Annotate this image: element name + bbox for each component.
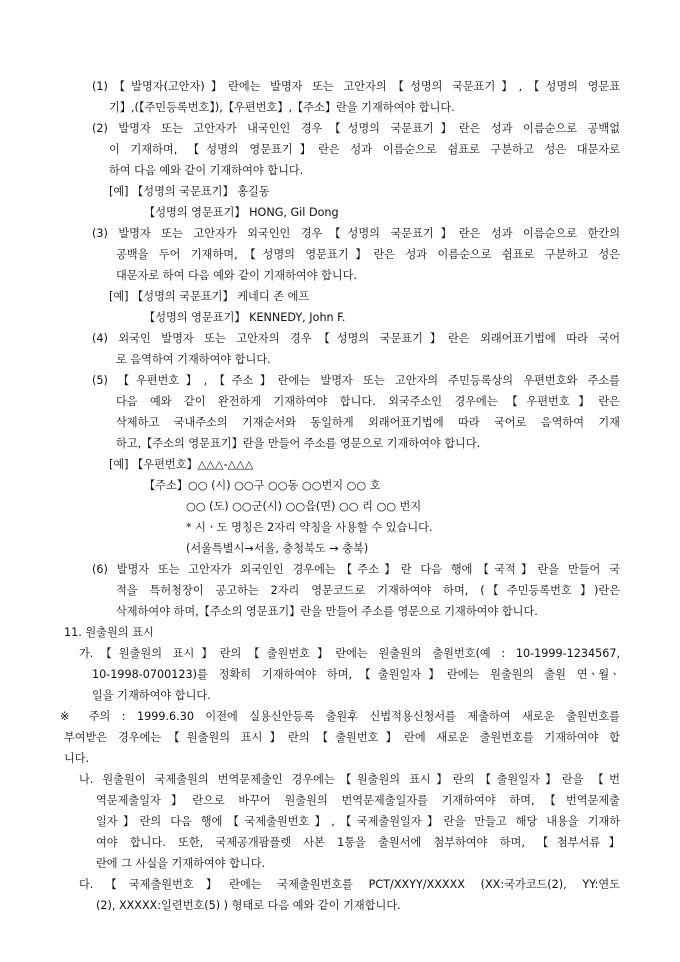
text-line: 11. 원출원의 표시 bbox=[64, 626, 154, 639]
text-line: 10-1998-0700123)를 정확히 기재하여야 하며,【출원일자】란에는 원출원의 출원 연ㆍ월ㆍ bbox=[92, 668, 620, 681]
text-line: 이 기재하며, 【성명의 영문표기】란은 성과 이름순으로 쉼표로 구분하고 성은 대문자로 bbox=[109, 143, 620, 156]
text-line: 가.【원출원의 표시】란의【출원번호】란에는 원출원의 출원번호(예 : 10-1999-1234567, bbox=[79, 647, 620, 660]
text-line: 하여 다음 예와 같이 기재하여야 합니다. bbox=[109, 164, 304, 177]
text-line: 하고,【주소의 영문표기】란을 만들어 주소를 영문으로 기재하여야 합니다. bbox=[116, 437, 481, 450]
text-line: * 시ㆍ도 명칭은 2자리 약칭을 사용할 수 있습니다. bbox=[186, 521, 433, 534]
text-line: 다음 예와 같이 완전하게 기재하여야 합니다. 외국주소인 경우에는【우편번호】란은 bbox=[116, 395, 620, 408]
text-line: ※ 주의 : 1999.6.30 이전에 실용신안등록 출원후 신법적용신청서를 제출하여 새로운 출원번호를 bbox=[60, 710, 620, 723]
text-line: (5) 【우편번호】,【주소】란에는 발명자 또는 고안자의 주민등록상의 우편번호와 주소를 bbox=[92, 374, 620, 387]
text-line: 【성명의 영문표기】 KENNEDY, John F. bbox=[144, 311, 346, 324]
text-line: [예] 【성명의 국문표기】 케네디 존 에프 bbox=[109, 290, 310, 303]
text-line: (3) 발명자 또는 고안자가 외국인인 경우【성명의 국문표기】란은 성과 이름순으로 한칸의 bbox=[92, 227, 620, 240]
text-line: 부여받은 경우에는【원출원의 표시】란의【출원번호】란에 새로운 출원번호를 기재하여야 합 bbox=[64, 731, 620, 744]
text-line: 란에 그 사실을 기재하여야 합니다. bbox=[96, 857, 266, 870]
text-line: 일자】란의 다음 행에【국제출원번호】,【국제출원일자】란을 만들고 해당 내용을 기재하 bbox=[96, 815, 620, 828]
text-line: 적을 특허청장이 공고하는 2자리 영문코드로 기재하여야 하며, (【주민등록번호】)란은 bbox=[116, 584, 620, 597]
text-line: 로 음역하여 기재하여야 합니다. bbox=[116, 353, 271, 366]
text-line: 다.【국제출원번호】란에는 국제출원번호를 PCT/XXYY/XXXXX (XX:국가코드(2), YY:연도 bbox=[79, 878, 620, 891]
text-line: 공백을 두어 기재하며,【성명의 영문표기】란은 성과 이름순으로 쉼표로 구분하고 성은 bbox=[116, 248, 620, 261]
text-line: (1)【발명자(고안자)】란에는 발명자 또는 고안자의【성명의 국문표기】,【성명의 영문표 bbox=[92, 80, 620, 93]
text-line: 기】,(【주민등록번호】),【우편번호】,【주소】란을 기재하여야 합니다. bbox=[109, 101, 455, 114]
text-line: 【성명의 영문표기】 HONG, Gil Dong bbox=[144, 206, 339, 219]
text-line: 역문제출일자】란으로 바꾸어 원출원의 번역문제출일자를 기재하여야 하며,【번역문제출 bbox=[96, 794, 620, 807]
text-line: [예] 【우편번호】△△△-△△△ bbox=[109, 458, 254, 471]
text-line: 여야 합니다. 또한, 국제공개팜플렛 사본 1통을 출원서에 첨부하여야 하며, 【첨부서류】 bbox=[96, 836, 620, 849]
text-line: (6) 발명자 또는 고안자가 외국인인 경우에는【주소】란 다음 행에【국적】란을 만들어 국 bbox=[92, 563, 620, 576]
text-line: 나. 원출원이 국제출원의 번역문제출인 경우에는【원출원의 표시】란의【출원일자】란을 【번 bbox=[79, 773, 620, 786]
text-line: 일을 기재하여야 합니다. bbox=[92, 689, 211, 702]
text-line: (2) 발명자 또는 고안자가 내국인인 경우【성명의 국문표기】란은 성과 이름순으로 공백없 bbox=[92, 122, 620, 135]
text-line: 【주소】○○ (시) ○○구 ○○동 ○○번지 ○○ 호 bbox=[144, 479, 381, 492]
text-line: (4) 외국인 발명자 또는 고안자의 경우【성명의 국문표기】란은 외래어표기법에 따라 국어 bbox=[92, 332, 620, 345]
text-line: (서울특별시→서울, 충청북도 → 충북) bbox=[186, 542, 369, 555]
text-line: ○○ (도) ○○군(시) ○○읍(면) ○○ 리 ○○ 번지 bbox=[186, 500, 422, 513]
text-line: 삭제하여야 하며,【주소의 영문표기】란을 만들어 주소를 영문으로 기재하여야 합니다. bbox=[116, 605, 538, 618]
text-line: 대문자로 하여 다음 예와 같이 기재하여야 합니다. bbox=[116, 269, 358, 282]
text-line: 삭제하고 국내주소의 기재순서와 동일하게 외래어표기법에 따라 국어로 음역하여 기재 bbox=[116, 416, 620, 429]
text-line: (2), XXXXX:일련번호(5) ) 형태로 다음 예와 같이 기재합니다. bbox=[96, 899, 401, 912]
text-line: [예] 【성명의 국문표기】 홍길동 bbox=[109, 185, 270, 198]
text-line: 니다. bbox=[64, 752, 90, 765]
